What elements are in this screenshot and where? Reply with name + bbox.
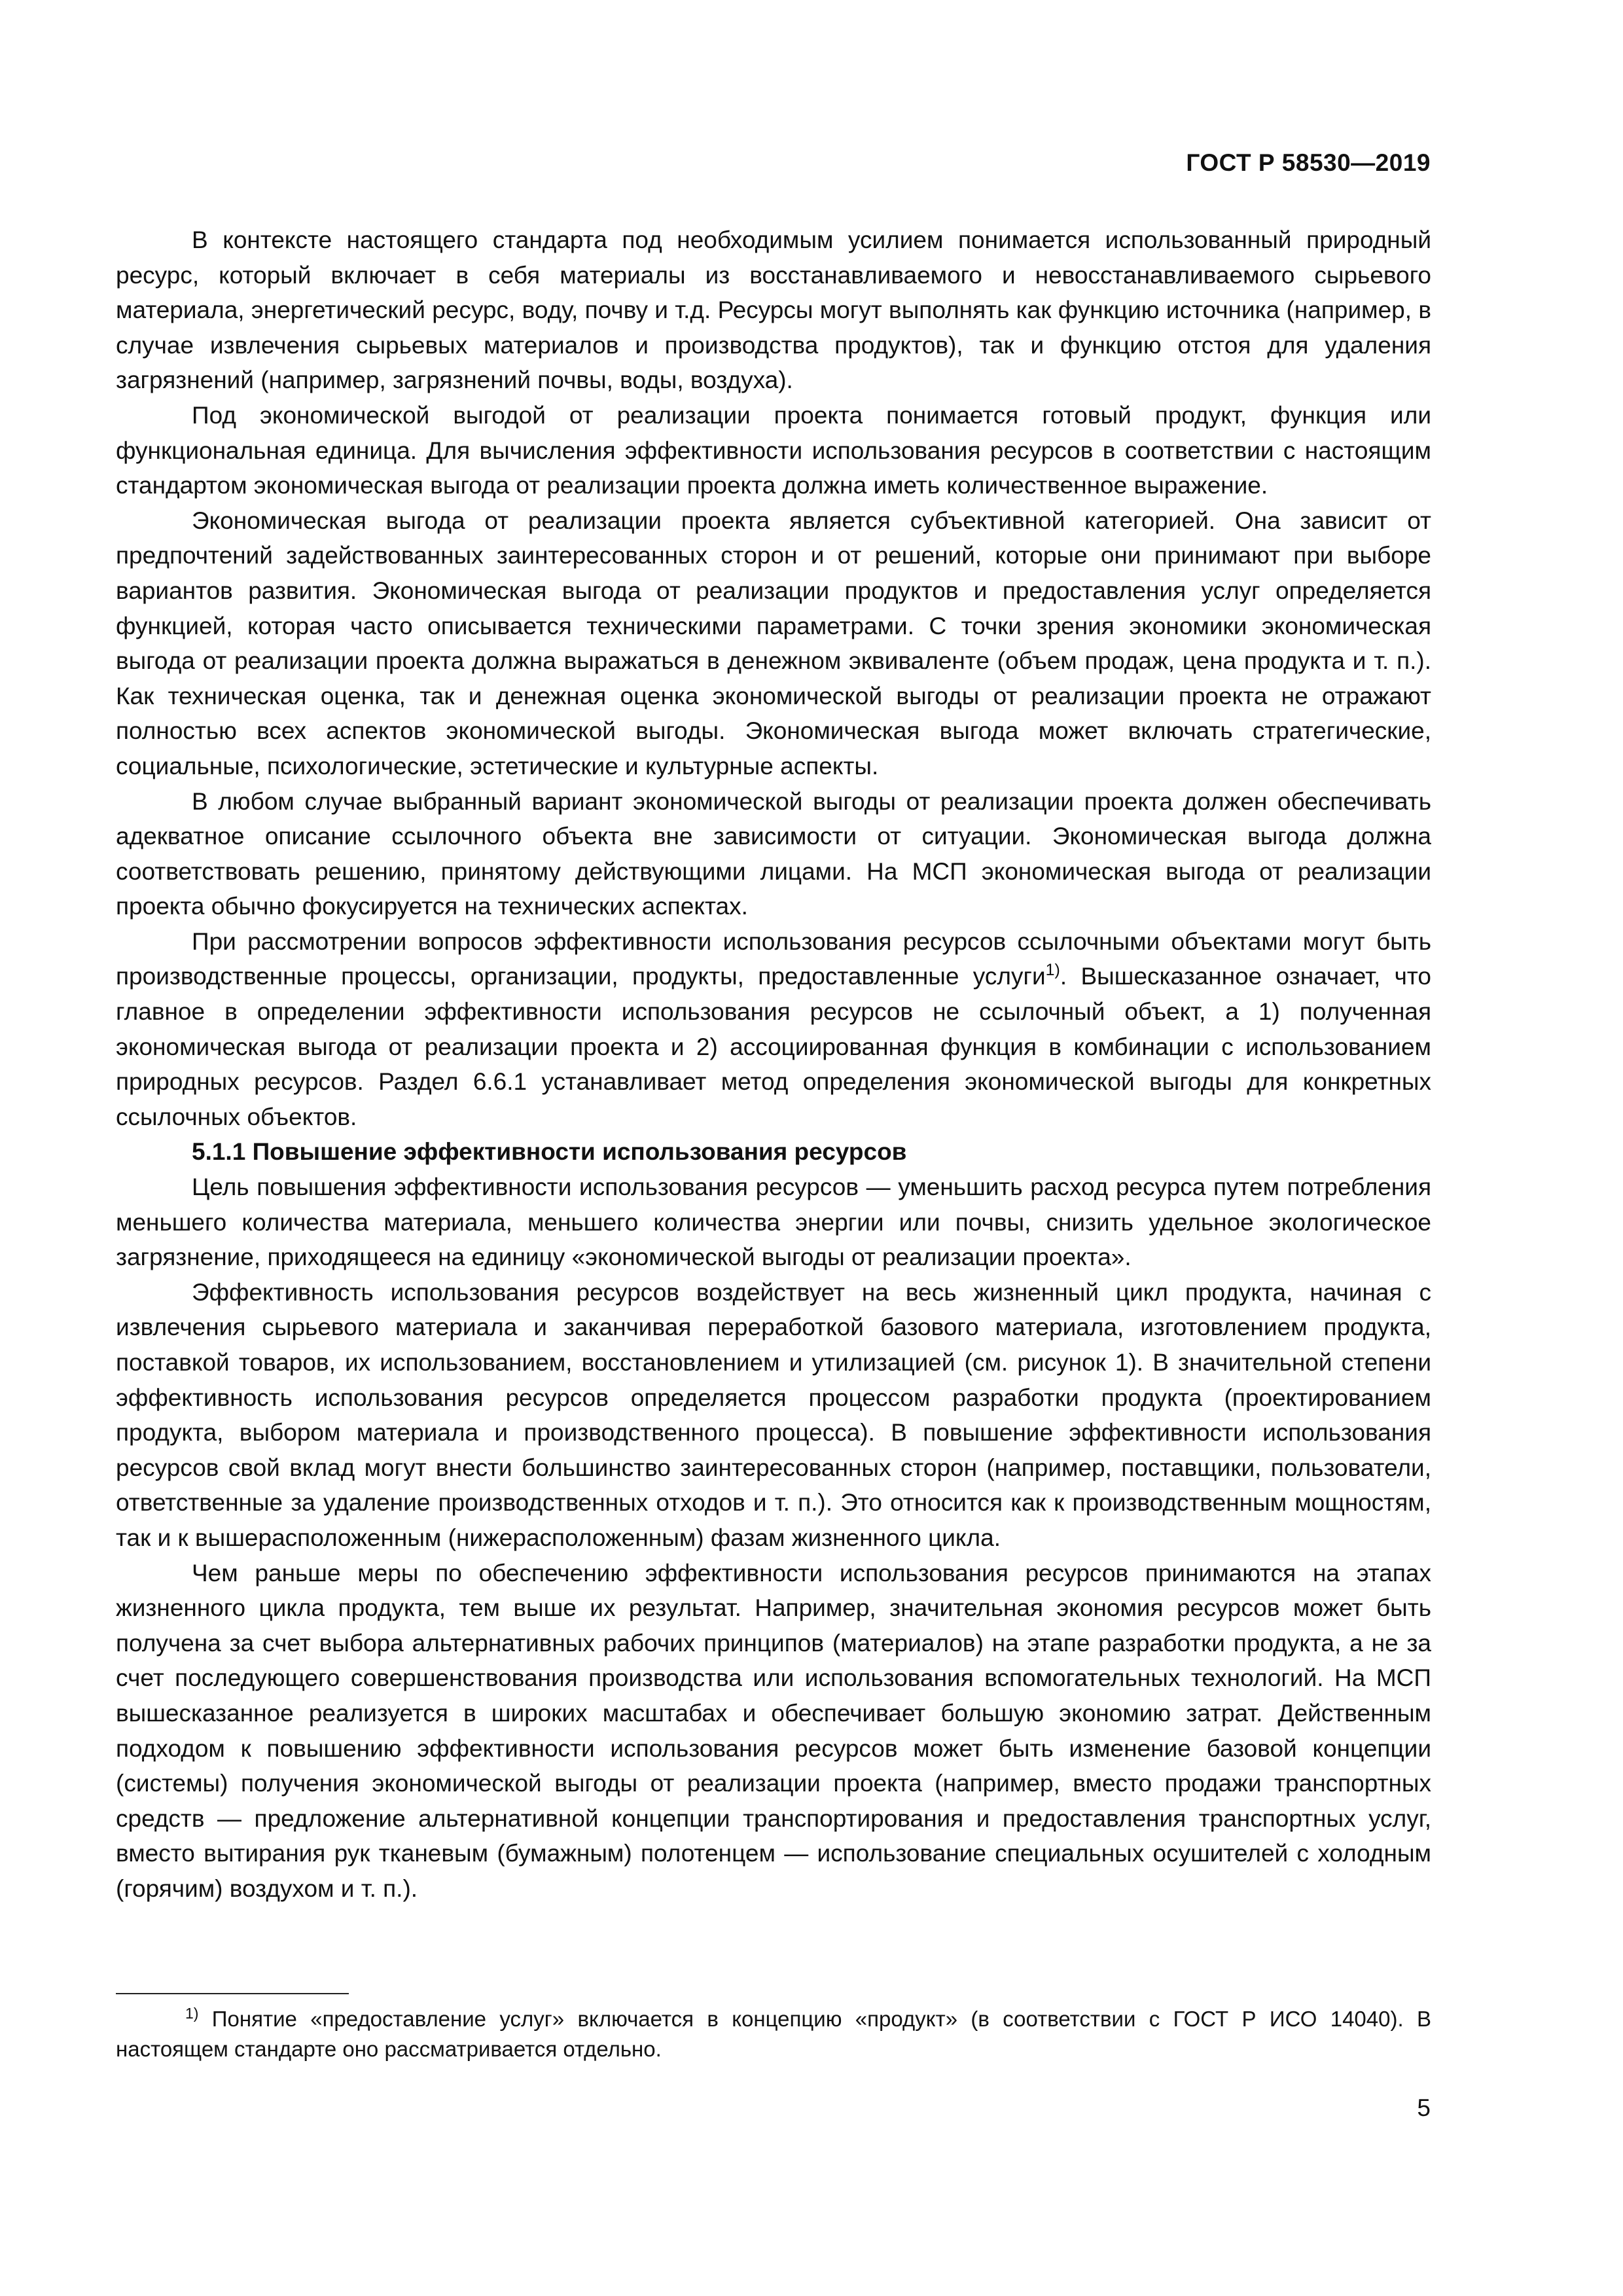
footnote-text: Понятие «предоставление услуг» включается в концепцию «продукт» (в соответствии с ГОСТ Р ИСО 14040). В настоящем стандарте оно рассматривается отдельно.	[116, 2007, 1431, 2061]
paragraph-2: Под экономической выгодой от реализации проекта понимается готовый продукт, функция или функциональная единица. Для вычисления эффективности использования ресурсов в соответствии с настоящим стандартом экономическая выгода от реализации проекта должна иметь количественное выражение.	[116, 401, 1431, 499]
footnote-divider	[116, 1993, 349, 1994]
page-number: 5	[1417, 2094, 1431, 2121]
paragraph-5	[116, 924, 1431, 1135]
paragraph-4: В любом случае выбранный вариант экономической выгоды от реализации проекта должен обеспечивать адекватное описание ссылочного объекта вне зависимости от ситуации. Экономическая выгода должна соответствовать решению, принятому действующими лицами. На МСП экономическая выгода от реализации проекта обычно фокусируется на технических аспектах.	[116, 787, 1431, 920]
paragraph-7: Эффективность использования ресурсов воздействует на весь жизненный цикл продукта, начиная с извлечения сырьевого материала и заканчивая переработкой базового материала, изготовлением продукта, поставкой товаров, их использованием, восстановлением и утилизацией (см. рисунок 1). В значительной степени эффективность использования ресурсов определяется процессом разработки продукта (проектированием продукта, выбором материала и производственного процесса). В повышение эффективности использования ресурсов свой вклад могут внести большинство заинтересованных сторон (например, поставщики, пользователи, ответственные за удаление производственных отходов и т. п.). Это относится как к производственным мощностям, так и к вышерасположенным (нижерасположенным) фазам жизненного цикла.	[116, 1278, 1431, 1551]
body-text	[116, 223, 1431, 1907]
footnote-reference: 1)	[1045, 961, 1060, 980]
document-designation: ГОСТ Р 58530—2019	[1186, 149, 1431, 176]
footnote-paragraph	[116, 2004, 1431, 2064]
paragraph-6: Цель повышения эффективности использования ресурсов — уменьшить расход ресурса путем потребления меньшего количества материала, меньшего количества энергии или почвы, снизить удельное экологическое загрязнение, приходящееся на единицу «экономической выгоды от реализации проекта».	[116, 1174, 1431, 1271]
footnote-marker: 1)	[185, 2005, 199, 2022]
paragraph-5-text-a: При рассмотрении вопросов эффективности использования ресурсов ссылочными объектами могут быть производственные процессы, организации, продукты, предоставленные услуги	[116, 927, 1431, 990]
footnote	[116, 2004, 1431, 2064]
paragraph-8: Чем раньше меры по обеспечению эффективности использования ресурсов принимаются на этапах жизненного цикла продукта, тем выше их результат. Например, значительная экономия ресурсов может быть получена за счет выбора альтернативных рабочих принципов (материалов) на этапе разработки продукта, а не за счет последующего совершенствования производства или использования вспомогательных технологий. На МСП вышесказанное реализуется в широких масштабах и обеспечивает большую экономию затрат. Действенным подходом к повышению эффективности использования ресурсов может быть изменение базовой концепции (системы) получения экономической выгоды от реализации проекта (например, вместо продажи транспортных средств — предложение альтернативной концепции транспортирования и предоставления транспортных услуг, вместо вытирания рук тканевым (бумажным) полотенцем — использование специальных осушителей с холодным (горячим) воздухом и т. п.).	[116, 1559, 1431, 1902]
paragraph-3: Экономическая выгода от реализации проекта является субъективной категорией. Она зависит от предпочтений задействованных заинтересованных сторон и от решений, которые они принимают при выборе вариантов развития. Экономическая выгода от реализации продуктов и предоставления услуг определяется функцией, которая часто описывается техническими параметрами. С точки зрения экономики экономическая выгода от реализации проекта должна выражаться в денежном эквиваленте (объем продаж, цена продукта и т. п.). Как техническая оценка, так и денежная оценка экономической выгоды от реализации проекта не отражают полностью всех аспектов экономической выгоды. Экономическая выгода может включать стратегические, социальные, психологические, эстетические и культурные аспекты.	[116, 507, 1431, 780]
paragraph-5-text-b: . Вышесказанное означает, что главное в определении эффективности использования ресурсов не ссылочный объект, а 1) полученная экономическая выгода от реализации проекта и 2) ассоциированная функция в комбинации с использованием природных ресурсов. Раздел 6.6.1 устанавливает метод определения экономической выгоды для конкретных ссылочных объектов.	[116, 963, 1431, 1130]
section-heading-5-1-1: 5.1.1 Повышение эффективности использования ресурсов	[192, 1138, 907, 1166]
paragraph-1: В контексте настоящего стандарта под необходимым усилием понимается использованный природный ресурс, который включает в себя материалы из восстанавливаемого и невосстанавливаемого сырьевого материала, энергетический ресурс, воду, почву и т.д. Ресурсы могут выполнять как функцию источника (например, в случае извлечения сырьевых материалов и производства продуктов), так и функцию отстоя для удаления загрязнений (например, загрязнений почвы, воды, воздуха).	[116, 226, 1431, 394]
